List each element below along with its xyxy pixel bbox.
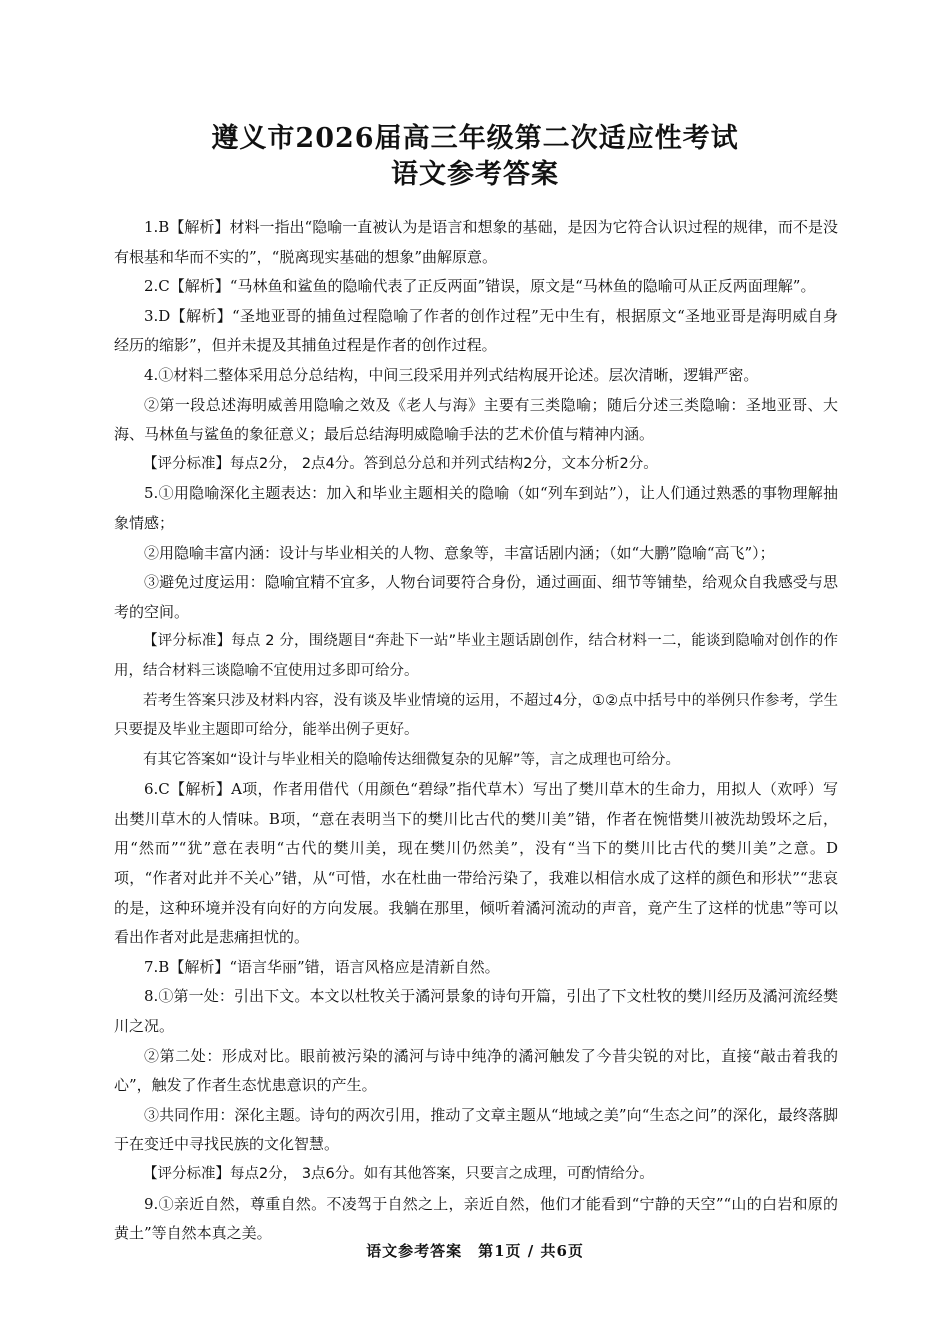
answer-paragraph: ③避免过度运用：隐喻宜精不宜多，人物台词要符合身份，通过画面、细节等铺垫，给观众自我感受与思考的空间。 — [114, 573, 838, 621]
answer-paragraph: 3.D【解析】“圣地亚哥的捕鱼过程隐喻了作者的创作过程”无中生有，根据原文“圣地亚哥是海明威自身经历的缩影”，但并未提及其捕鱼过程是作者的创作过程。 — [114, 306, 838, 355]
answer-paragraph: 5.①用隐喻深化主题表达：加入和毕业主题相关的隐喻（如“列车到站”），让人们通过熟悉的事物理解抽象情感； — [114, 484, 838, 532]
answer-paragraph: 【评分标准】每点 2 分，围绕题目“奔赴下一站”毕业主题话剧创作，结合材料一二，能谈到隐喻对创作的作用，结合材料三谈隐喻不宜使用过多即可给分。 — [114, 633, 838, 679]
answer-paragraph: ②第一段总述海明威善用隐喻之效及《老人与海》主要有三类隐喻；随后分述三类隐喻：圣地亚哥、大海、马林鱼与鲨鱼的象征意义；最后总结海明威隐喻手法的艺术价值与精神内涵。 — [114, 395, 838, 444]
answer-paragraph: ②第二处：形成对比。眼前被污染的潏河与诗中纯净的潏河触发了今昔尖锐的对比，直接“敲击着我的心”，触发了作者生态忧患意识的产生。 — [114, 1046, 838, 1095]
answer-key-title: 语文参考答案 — [391, 159, 559, 190]
answer-paragraph: 【评分标准】每点2分， 3点6分。如有其他答案，只要言之成理，可酌情给分。 — [143, 1166, 654, 1182]
answer-paragraph: 8.①第一处：引出下文。本文以杜牧关于潏河景象的诗句开篇，引出了下文杜牧的樊川经历及潏河流经樊川之况。 — [114, 987, 838, 1036]
answer-paragraph: 4.①材料二整体采用总分总结构，中间三段采用并列式结构展开论述。层次清晰，逻辑严密。 — [144, 365, 759, 384]
page-footer: 语文参考答案 第1页 / 共6页 — [366, 1242, 584, 1260]
answer-paragraph: 7.B【解析】“语言华丽”错，语言风格应是清新自然。 — [144, 957, 500, 976]
answer-paragraph: 9.①亲近自然，尊重自然。不凌驾于自然之上，亲近自然，他们才能看到“宁静的天空”“山的白岩和原的黄土”等自然本真之美。 — [114, 1194, 838, 1243]
answer-paragraph: 【评分标准】每点2分， 2点4分。答到总分总和并列式结构2分，文本分析2分。 — [143, 455, 658, 472]
answer-paragraph: 有其它答案如“设计与毕业相关的隐喻传达细微复杂的见解”等，言之成理也可给分。 — [143, 751, 681, 768]
answer-paragraph: 6.C【解析】A项，作者用借代（用颜色“碧绿”指代草木）写出了樊川草木的生命力，用拟人（欢呼）写出樊川草木的人情味。B项，“意在表明当下的樊川比古代的樊川美”错，作者在惋惜樊川被洗劫毁坏之后，用“然而”“犹”意在表明“古代的樊川美，现在樊川仍然美”，没有“当下的樊川比古代的樊川美”之意。D项，“作者对此并不关心”错，从“可惜，水在杜曲一带给污染了，我难以相信水成了这样的颜色和形状”“悲哀的是，这种环境并没有向好的方向发展。我躺在那里，倾听着潏河流动的声音，竟产生了这样的忧患”等可以看出作者对此是悲痛担忧的。 — [114, 780, 838, 947]
answer-paragraph: ③共同作用：深化主题。诗句的两次引用，推动了文章主题从“地域之美”向“生态之问”的深化，最终落脚于在变迁中寻找民族的文化智慧。 — [114, 1105, 838, 1154]
answer-paragraph: 若考生答案只涉及材料内容，没有谈及毕业情境的运用，不超过4分，①②点中括号中的举例只作参考，学生只要提及毕业主题即可给分，能举出例子更好。 — [114, 692, 838, 739]
answer-paragraph: 2.C【解析】“马林鱼和鲨鱼的隐喻代表了正反两面”错误，原文是“马林鱼的隐喻可从正反两面理解”。 — [144, 277, 816, 296]
exam-title: 遵义市2026届高三年级第二次适应性考试 — [211, 123, 739, 154]
answer-paragraph: ②用隐喻丰富内涵：设计与毕业相关的人物、意象等，丰富话剧内涵；（如“大鹏”隐喻“高飞”）； — [144, 543, 775, 562]
answer-paragraph: 1.B【解析】材料一指出“隐喻一直被认为是语言和想象的基础，是因为它符合认识过程的规律，而不是没有根基和华而不实的”，“脱离现实基础的想象”曲解原意。 — [114, 218, 838, 266]
answer-body — [114, 213, 838, 1249]
